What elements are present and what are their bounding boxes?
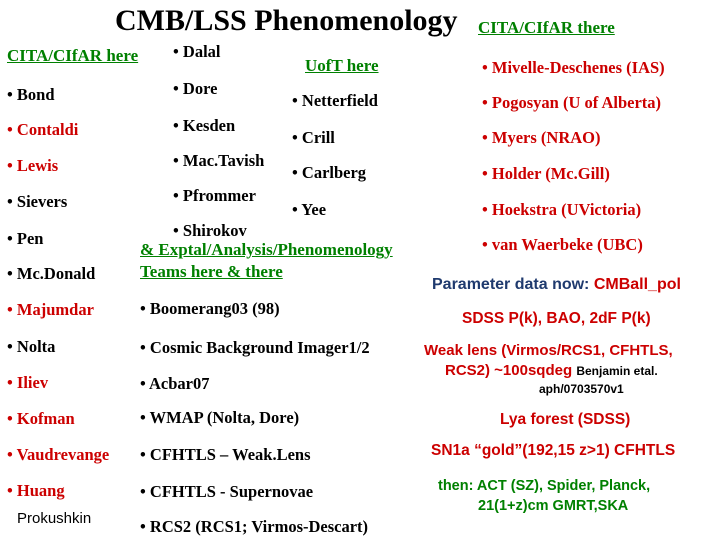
person-pogosyan: • Pogosyan (U of Alberta): [482, 93, 662, 112]
person-prokushkin: Prokushkin: [17, 510, 92, 527]
uoft-here-link[interactable]: UofT here: [305, 56, 379, 75]
cmball-label: CMBall_pol: [593, 276, 681, 293]
person-pfrommer: • Pfrommer: [173, 186, 256, 205]
person-vanwaerbeke: • van Waerbeke (UBC): [482, 235, 643, 254]
person-myers: • Myers (NRAO): [482, 128, 601, 147]
weak-lens-rcs2: RCS2) ~100sqdeg: [445, 362, 573, 379]
person-contaldi: • Contaldi: [7, 120, 79, 139]
person-mactavish: • Mac.Tavish: [173, 151, 265, 170]
experiment-cfhtls-weak: • CFHTLS – Weak.Lens: [140, 445, 311, 464]
person-huang: • Huang: [7, 481, 65, 500]
lya-forest: Lya forest (SDSS): [500, 411, 631, 428]
person-mcdonald: • Mc.Donald: [7, 264, 96, 283]
future-experiments-line2: 21(1+z)cm GMRT,SKA: [478, 498, 629, 514]
experiment-rcs2: • RCS2 (RCS1; Virmos-Descart): [140, 517, 369, 536]
person-pen: • Pen: [7, 229, 44, 248]
person-vaudrevange: • Vaudrevange: [7, 445, 110, 464]
person-netterfield: • Netterfield: [292, 91, 378, 110]
page-title: CMB/LSS Phenomenology: [115, 4, 458, 37]
person-carlberg: • Carlberg: [292, 163, 367, 182]
benjamin-ref: Benjamin etal.: [576, 364, 658, 378]
experiment-acbar: • Acbar07: [140, 374, 210, 393]
weak-lens-line2: [445, 362, 658, 379]
person-majumdar: • Majumdar: [7, 300, 94, 319]
parameter-data-line: [432, 276, 681, 294]
person-shirokov: • Shirokov: [173, 221, 247, 240]
person-dalal: • Dalal: [173, 42, 221, 61]
person-mivelle: • Mivelle-Deschenes (IAS): [482, 58, 665, 77]
person-nolta: • Nolta: [7, 337, 56, 356]
person-bond: • Bond: [7, 85, 55, 104]
person-yee: • Yee: [292, 200, 327, 219]
cita-there-link[interactable]: CITA/CIfAR there: [478, 18, 615, 37]
person-holder: • Holder (Mc.Gill): [482, 164, 610, 183]
person-dore: • Dore: [173, 79, 218, 98]
weak-lens-line1: Weak lens (Virmos/RCS1, CFHTLS,: [424, 342, 673, 359]
experiment-boomerang: • Boomerang03 (98): [140, 299, 280, 318]
arxiv-ref: aph/0703570v1: [539, 382, 624, 396]
teams-link-line1[interactable]: & Exptal/Analysis/Phenomenology: [140, 240, 393, 259]
future-experiments-line1: then: ACT (SZ), Spider, Planck,: [438, 478, 651, 494]
teams-link-line2[interactable]: Teams here & there: [140, 262, 283, 281]
experiment-cfhtls-sn: • CFHTLS - Supernovae: [140, 482, 314, 501]
person-kesden: • Kesden: [173, 116, 236, 135]
cita-here-link[interactable]: CITA/CIfAR here: [7, 46, 139, 65]
person-kofman: • Kofman: [7, 409, 75, 428]
person-iliev: • Iliev: [7, 373, 49, 392]
experiment-wmap: • WMAP (Nolta, Dore): [140, 408, 300, 427]
person-crill: • Crill: [292, 128, 335, 147]
person-hoekstra: • Hoekstra (UVictoria): [482, 200, 642, 219]
sdss-data: SDSS P(k), BAO, 2dF P(k): [462, 310, 651, 327]
parameter-label: Parameter data now:: [432, 276, 594, 293]
sn1a-data: SN1a “gold”(192,15 z>1) CFHTLS: [431, 442, 676, 459]
person-lewis: • Lewis: [7, 156, 59, 175]
experiment-cbi: • Cosmic Background Imager1/2: [140, 338, 370, 357]
person-sievers: • Sievers: [7, 192, 68, 211]
